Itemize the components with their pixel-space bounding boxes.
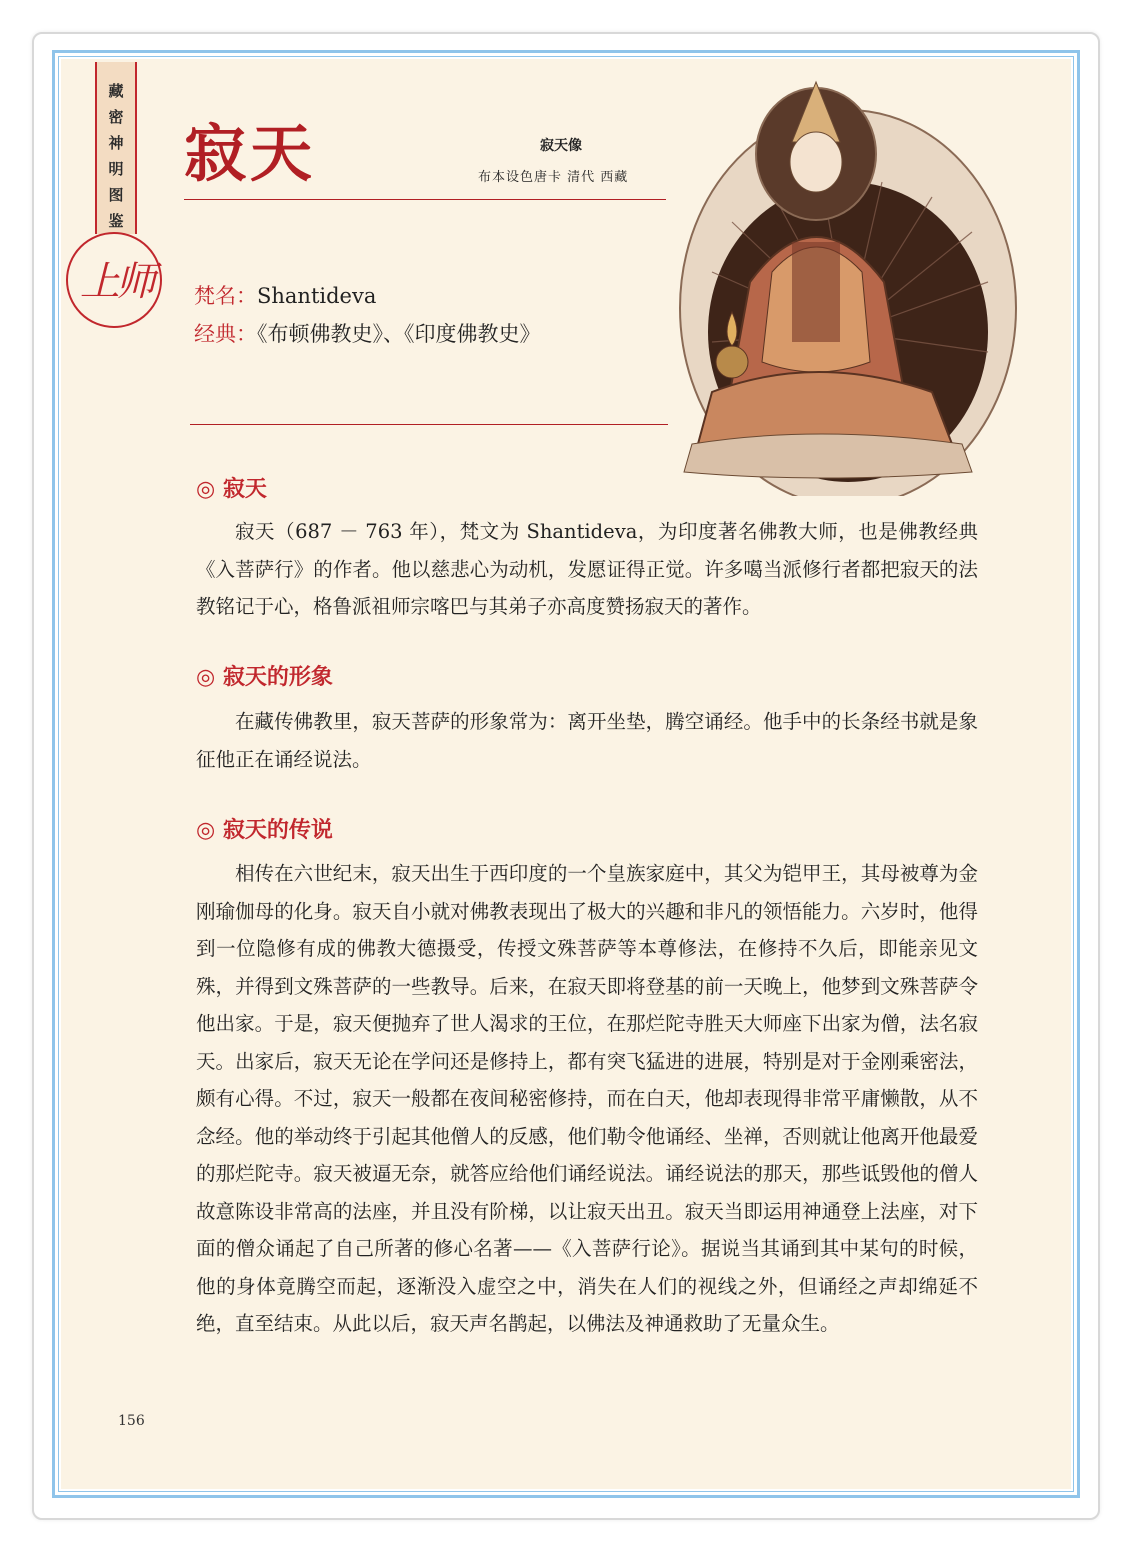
side-tab-char: 明 (108, 160, 124, 178)
section-heading: ◎ 寂天 (196, 477, 267, 502)
sanskrit-name-row (194, 280, 376, 310)
side-tab-char: 鉴 (108, 212, 124, 230)
divider-bottom (190, 424, 668, 425)
side-tab (95, 62, 137, 234)
classic-row (194, 318, 541, 348)
sanskrit-label: 梵名： (194, 284, 257, 308)
section-paragraph: 相传在六世纪末，寂天出生于西印度的一个皇族家庭中，其父为铠甲王，其母被尊为金刚瑜伽母的化身。寂天自小就对佛教表现出了极大的兴趣和非凡的领悟能力。六岁时，他得到一位隐修有成的佛教大德摄受，传授文殊菩萨等本尊修法，在修持不久后，即能亲见文殊，并得到文殊菩萨的一些教导。后来，在寂天即将登基的前一天晚上，他梦到文殊菩萨令他出家。于是，寂天便抛弃了世人渴求的王位，在那烂陀寺胜天大师座下出家为僧，法名寂天。出家后，寂天无论在学问还是修持上，都有突飞猛进的进展，特别是对于金刚乘密法，颇有心得。不过，寂天一般都在夜间秘密修持，而在白天，他却表现得非常平庸懒散，从不念经。他的举动终于引起其他僧人的反感，他们勒令他诵经、坐禅，否则就让他离开他最爱的那烂陀寺。寂天被逼无奈，就答应给他们诵经说法。诵经说法的那天，那些诋毁他的僧人故意陈设非常高的法座，并且没有阶梯，以让寂天出丑。寂天当即运用神通登上法座，对下面的僧众诵起了自己所著的修心名著——《入菩萨行论》。据说当其诵到其中某句的时候，他的身体竟腾空而起，逐渐没入虚空之中，消失在人们的视线之外，但诵经之声却绵延不绝，直至结束。从此以后，寂天声名鹊起，以佛法及神通救助了无量众生。 (196, 862, 978, 1335)
image-caption-title: 寂天像 (540, 138, 582, 154)
thangka-illustration (672, 72, 1044, 496)
classic-value: 《布顿佛教史》、《印度佛教史》 (257, 322, 541, 346)
section-paragraph: 在藏传佛教里，寂天菩萨的形象常为：离开坐垫，腾空诵经。他手中的长条经书就是象征他正在诵经说法。 (196, 710, 978, 771)
page-title: 寂天 (184, 117, 317, 190)
classic-label: 经典： (194, 322, 257, 346)
side-tab-char: 密 (108, 108, 124, 126)
image-caption-sub: 布本设色唐卡 清代 西藏 (478, 170, 629, 185)
section-heading: ◎ 寂天的传说 (196, 818, 333, 843)
section-heading: ◎ 寂天的形象 (196, 665, 333, 690)
side-tab-char: 藏 (108, 82, 124, 100)
seal-text: 上师 (80, 259, 152, 305)
sanskrit-value: Shantideva (257, 284, 377, 308)
section-paragraph: 寂天（687 － 763 年），梵文为 Shantideva，为印度著名佛教大师，也是佛教经典《入菩萨行》的作者。他以慈悲心为动机，发愿证得正觉。许多噶当派修行者都把寂天的法教铭记于心，格鲁派祖师宗喀巴与其弟子亦高度赞扬寂天的著作。 (196, 520, 978, 618)
side-tab-char: 神 (108, 134, 124, 152)
divider-top (184, 199, 666, 200)
side-tab-char: 图 (108, 186, 124, 204)
page-number: 156 (118, 1413, 145, 1429)
